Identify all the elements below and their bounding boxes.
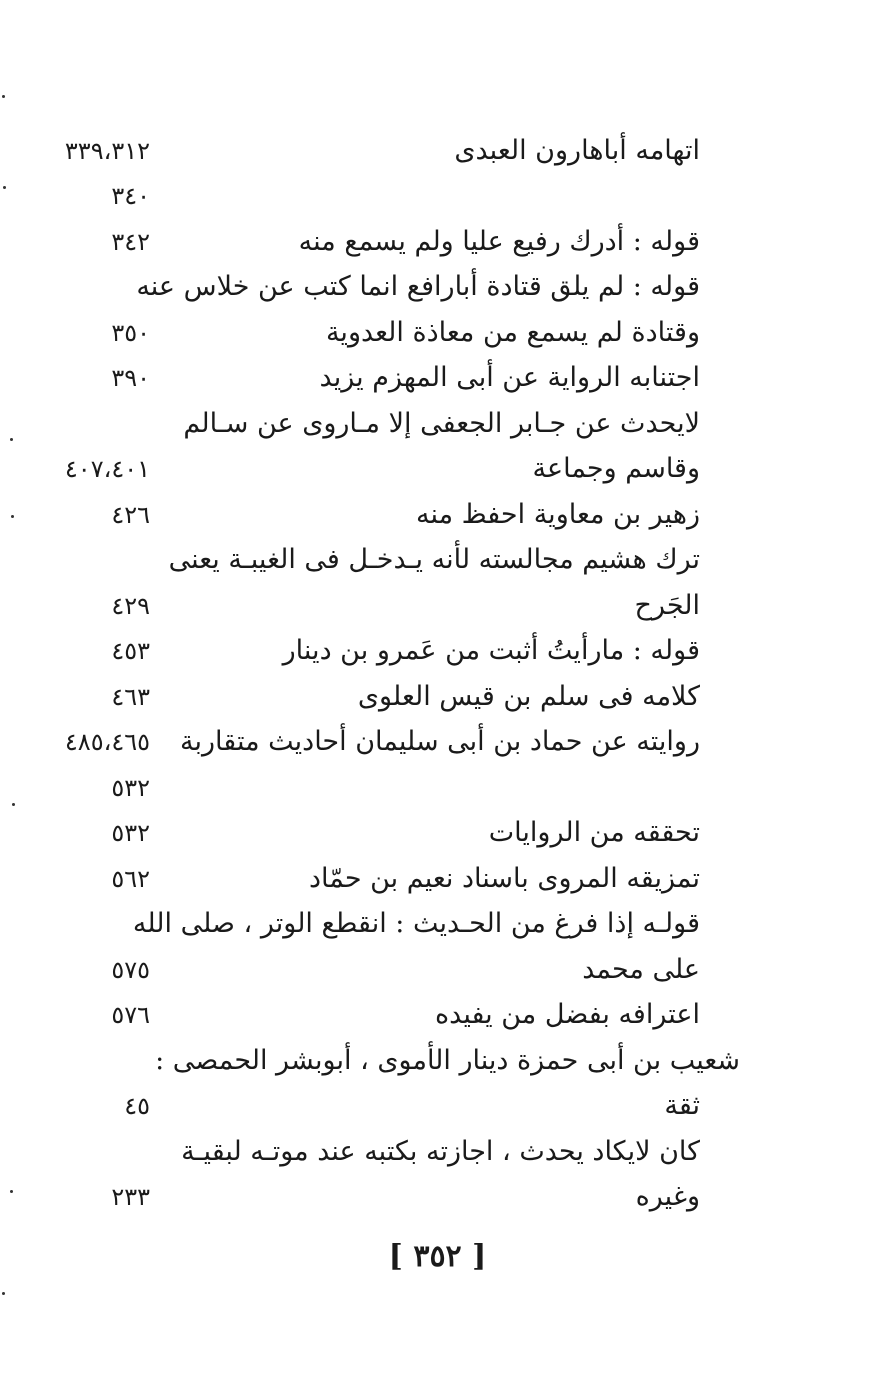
entry-text: قولـه إذا فرغ من الحـديث : انقطع الوتر ، صلى الله [132,908,700,939]
entry-text: كان لايكاد يحدث ، اجازته بكتبه عند موتـه لبقيـة [181,1136,700,1167]
entry-page-ref: ٤٥٣ [111,637,150,665]
index-entry [0,492,875,538]
entry-page-ref: ٣٤٢ [111,228,150,256]
entry-page-ref: ٣٤٠ [111,182,150,210]
index-heading [0,1038,875,1084]
index-entry [0,537,875,583]
entry-text: اعترافه بفضل من يفيده [435,999,700,1030]
entry-page-ref: ٣٥٠ [111,319,150,347]
index-entry [0,264,875,310]
scan-speck [2,95,5,98]
entry-page-ref: ٣٩٠ [111,364,150,392]
scan-speck [11,515,14,518]
index-entry [0,856,875,902]
entry-text: ثقة [664,1090,700,1121]
entry-page-ref: ٥٧٦ [111,1001,150,1029]
index-entry [0,628,875,674]
entry-text: اجتنابه الرواية عن أبى المهزم يزيد [319,362,700,393]
entry-text: قوله : مارأيتُ أثبت من عَمرو بن دينار [282,635,700,666]
index-entry [0,310,875,356]
entry-page-ref: ٤٢٦ [111,501,150,529]
index-entry [0,583,875,629]
index-entry [0,128,875,174]
entry-page-ref: ٤٦٣ [111,683,150,711]
scan-speck [12,803,15,806]
page-number-value: ٣٥٢ [413,1239,462,1274]
entry-page-ref: ٥٦٢ [111,865,150,893]
scan-speck [3,186,6,189]
entry-text: تحققه من الروايات [488,817,700,848]
entry-text: وقاسم وجماعة [532,453,700,484]
index-entry [0,1083,875,1129]
entry-text: على محمد [582,954,700,985]
index-entry [0,947,875,993]
entry-text: زهير بن معاوية احفظ منه [415,499,700,530]
entry-page-ref: ٤٨٥،٤٦٥ [64,728,150,756]
index-entry [0,810,875,856]
entry-text: ترك هشيم مجالسته لأنه يـدخـل فى الغيبـة يعنى [168,544,700,575]
index-entry [0,1174,875,1220]
entry-text: اتهامه أباهارون العبدى [454,135,700,166]
index-entry [0,719,875,765]
entry-page-ref: ٣٣٩،٣١٢ [64,137,150,165]
scan-speck [10,438,13,441]
index-entry [0,674,875,720]
entry-text: كلامه فى سلم بن قيس العلوى [357,681,700,712]
entry-page-ref: ٥٧٥ [111,956,150,984]
index-entry [0,355,875,401]
index-entry [0,992,875,1038]
entry-page-ref: ٢٣٣ [111,1183,150,1211]
index-entry [0,446,875,492]
heading-text: شعيب بن أبى حمزة دينار الأموى ، أبوبشر الحمصى : [155,1045,740,1076]
entry-text: قوله : لم يلق قتادة أبارافع انما كتب عن خلاس عنه [136,271,700,302]
entry-text: قوله : أدرك رفيع عليا ولم يسمع منه [298,226,700,257]
page-number [0,1232,875,1282]
page-bracket-close: ] [472,1239,487,1274]
entry-page-ref: ٤٠٧،٤٠١ [64,455,150,483]
index-entry [0,219,875,265]
index-entry [0,401,875,447]
entry-text: الجَرح [634,590,700,621]
entry-page-ref: ٤٢٩ [111,592,150,620]
index-entry [0,765,875,811]
index-entry [0,173,875,219]
scan-speck [10,1190,13,1193]
entry-text: وقتادة لم يسمع من معاذة العدوية [325,317,700,348]
entry-text: وغيره [635,1181,700,1212]
entry-page-ref: ٤٥ [124,1092,150,1120]
page-bracket-open: [ [388,1239,403,1274]
entry-page-ref: ٥٣٢ [111,819,150,847]
entry-text: لايحدث عن جـابر الجعفى إلا مـاروى عن سـالم [183,408,700,439]
scan-speck [2,1292,5,1295]
entry-page-ref: ٥٣٢ [111,774,150,802]
index-entry [0,1129,875,1175]
entry-text: روايته عن حماد بن أبى سليمان أحاديث متقاربة [180,726,700,757]
index-entry [0,901,875,947]
entry-text: تمزيقه المروى باسناد نعيم بن حمّاد [308,863,700,894]
